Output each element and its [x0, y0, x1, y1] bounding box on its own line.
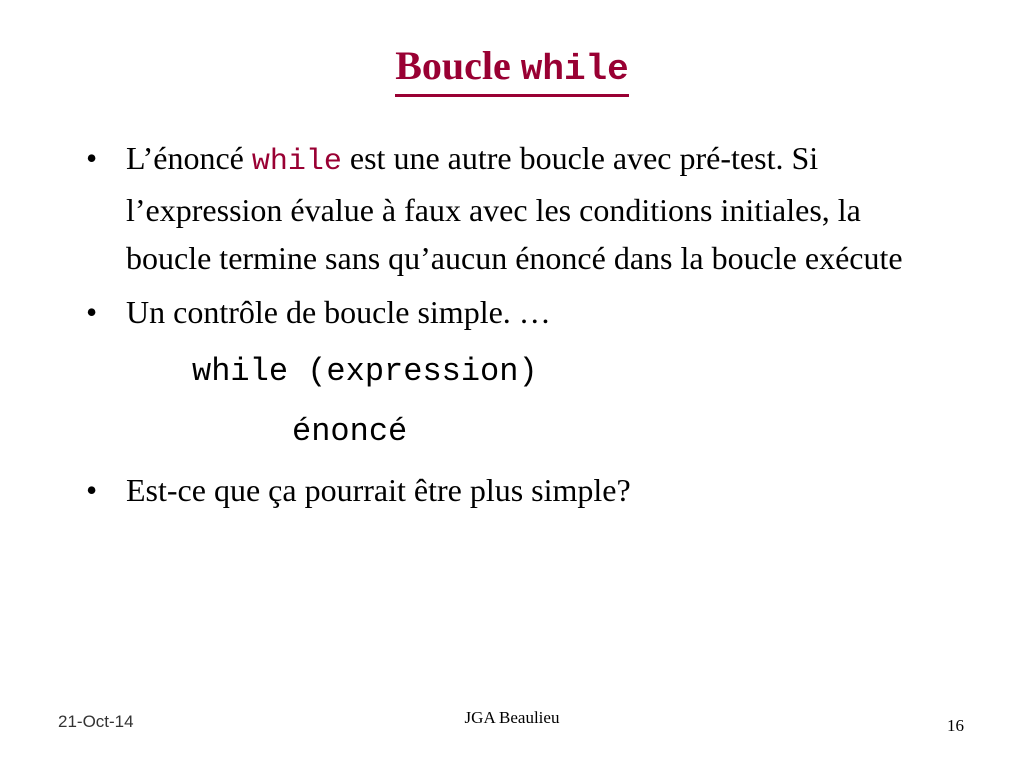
code-line-while: while (expression)	[192, 353, 538, 390]
bullet-keyword: while	[251, 145, 342, 179]
bullet-item	[84, 134, 914, 282]
slide-body	[84, 134, 914, 520]
bullet-text-before: L’énoncé	[126, 140, 252, 176]
bullet-text-after: est une autre boucle avec pré-test. Si l’expression évalue à faux avec les conditions initiales, la boucle termine sans qu’aucun énoncé dans la boucle exécute	[126, 140, 903, 276]
slide-title-text: Boucle	[395, 43, 521, 88]
bullet-dot: •	[86, 472, 98, 508]
bullet-text: Un contrôle de boucle simple. …	[126, 294, 551, 330]
bullet-item	[84, 288, 914, 336]
slide-title	[0, 40, 1024, 97]
footer-author: JGA Beaulieu	[464, 708, 560, 727]
slide-title-code: while	[520, 49, 629, 90]
bullet-dot: •	[86, 140, 98, 176]
bullet-dot: •	[86, 294, 98, 330]
code-line-statement: énoncé	[292, 413, 408, 450]
bullet-item	[84, 466, 914, 514]
slide-title-underlined	[395, 43, 629, 97]
footer-page-number: 16	[947, 716, 964, 735]
footer-date: 21-Oct-14	[58, 712, 134, 731]
bullet-text: Est-ce que ça pourrait être plus simple?	[126, 472, 631, 508]
